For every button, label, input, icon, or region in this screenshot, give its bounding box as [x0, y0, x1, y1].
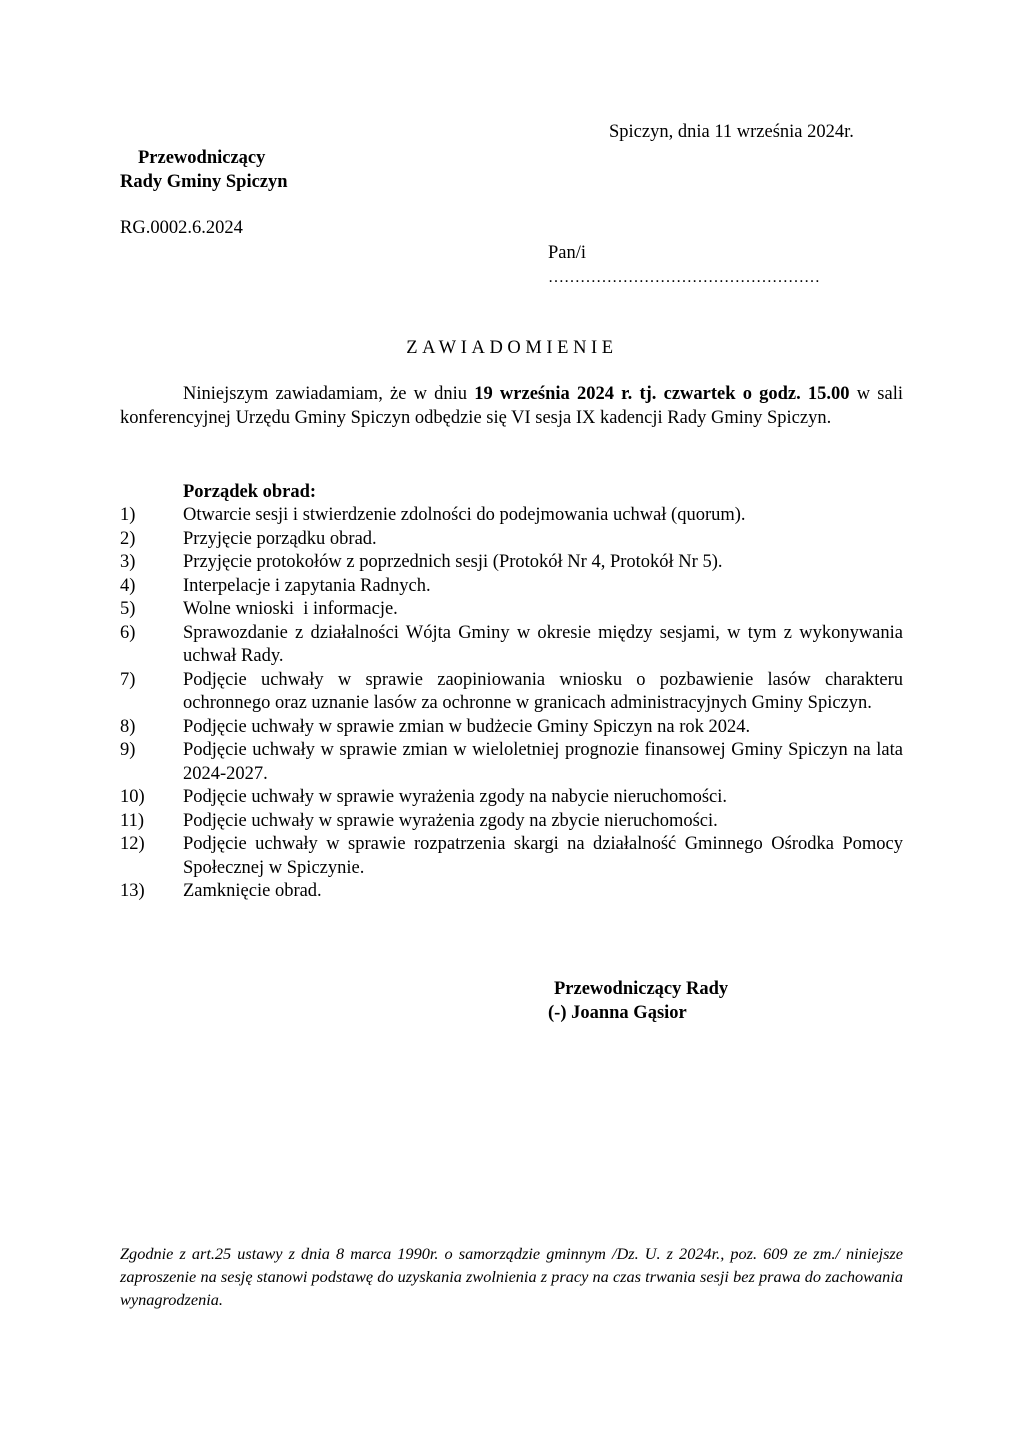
agenda-item-text: Interpelacje i zapytania Radnych. — [183, 575, 431, 596]
agenda-item-text: Przyjęcie protokołów z poprzednich sesji (Protokół Nr 4, Protokół Nr 5). — [183, 552, 723, 572]
agenda-item-number: 12) — [120, 834, 145, 854]
agenda-item-text: Podjęcie uchwały w sprawie wyrażenia zgody na nabycie nieruchomości. — [183, 787, 728, 807]
agenda-list — [120, 504, 903, 904]
agenda-item-text: Sprawozdanie z działalności Wójta Gminy w okresie między sesjami, w tym z wykonywania uchwał Rady. — [183, 622, 903, 666]
agenda-item — [120, 669, 903, 716]
agenda-item-number: 3) — [120, 552, 136, 572]
agenda-item-number: 10) — [120, 787, 145, 807]
agenda-heading: Porządek obrad: — [183, 482, 317, 502]
agenda-item — [120, 833, 903, 880]
agenda-item-text: Przyjęcie porządku obrad. — [183, 528, 377, 549]
signature-block — [548, 978, 728, 1025]
agenda-item-number: 4) — [120, 575, 136, 596]
intro-date-time: 19 września 2024 r. tj. czwartek o godz. 15.00 — [474, 384, 850, 404]
agenda-item — [120, 575, 903, 599]
intro-text-start: Niniejszym zawiadamiam, że w dniu — [183, 384, 475, 404]
agenda-item-text: Wolne wnioski i informacje. — [183, 599, 398, 619]
sender-title: Przewodniczący — [138, 148, 266, 168]
agenda-item — [120, 716, 903, 740]
document-title: ZAWIADOMIENIE — [406, 338, 618, 358]
agenda-item-number: 9) — [120, 740, 136, 760]
document-date: Spiczyn, dnia 11 września 2024r. — [609, 122, 854, 142]
signature-title: Przewodniczący Rady — [554, 979, 729, 999]
agenda-item-text: Zamknięcie obrad. — [183, 881, 322, 901]
agenda-item — [120, 739, 903, 786]
agenda-item — [120, 551, 903, 575]
agenda-item — [120, 528, 903, 552]
reference-number: RG.0002.6.2024 — [120, 218, 243, 238]
agenda-item-text: Podjęcie uchwały w sprawie wyrażenia zgody na zbycie nieruchomości. — [183, 810, 718, 831]
agenda-item-number: 13) — [120, 881, 145, 901]
legal-footnote: Zgodnie z art.25 ustawy z dnia 8 marca 1990r. o samorządzie gminnym /Dz. U. z 2024r., poz. 609 ze zm./ niniejsze zaproszenie na sesję stanowi podstawę do uzyskania zwolnienia z pracy na czas trwania sesji bez prawa do zachowania wynagrodzenia. — [120, 1244, 903, 1309]
intro-text-end: w sali konferencyjnej Urzędu Gminy Spiczyn odbędzie się VI sesja IX kadencji Rady Gminy Spiczyn. — [120, 384, 903, 428]
agenda-item-text: Podjęcie uchwały w sprawie zmian w wieloletniej prognozie finansowej Gminy Spiczyn na lata 2024-2027. — [183, 740, 903, 784]
agenda-item-text: Podjęcie uchwały w sprawie zmian w budżecie Gminy Spiczyn na rok 2024. — [183, 716, 751, 737]
signature-name: (-) Joanna Gąsior — [548, 1002, 687, 1023]
agenda-item-text: Otwarcie sesji i stwierdzenie zdolności do podejmowania uchwał (quorum). — [183, 505, 746, 525]
sender-institution: Rady Gminy Spiczyn — [120, 171, 288, 192]
agenda-item-number: 6) — [120, 622, 136, 643]
agenda-item-text: Podjęcie uchwały w sprawie rozpatrzenia skargi na działalność Gminnego Ośrodka Pomocy Społecznej w Spiczynie. — [183, 834, 903, 878]
agenda-item-number: 1) — [120, 505, 136, 525]
recipient-block — [548, 242, 820, 290]
agenda-item-number: 5) — [120, 599, 136, 619]
agenda-item — [120, 880, 903, 904]
agenda-item — [120, 810, 903, 834]
agenda-item-number: 7) — [120, 669, 136, 690]
intro-paragraph — [120, 383, 903, 430]
agenda-item-number: 8) — [120, 716, 136, 737]
recipient-blank-line: …………………………………………… — [548, 268, 820, 286]
agenda-item-number: 2) — [120, 528, 136, 549]
recipient-label: Pan/i — [548, 243, 587, 263]
sender-block — [120, 147, 288, 194]
agenda-item-text: Podjęcie uchwały w sprawie zaopiniowania wniosku o pozbawienie lasów charakteru ochronnego oraz uznanie lasów za ochronne w granicach administracyjnych Gminy Spiczyn. — [183, 669, 903, 713]
agenda-item — [120, 622, 903, 669]
agenda-item-number: 11) — [120, 810, 144, 831]
agenda-item — [120, 598, 903, 622]
agenda-item — [120, 786, 903, 810]
agenda-item — [120, 504, 903, 528]
